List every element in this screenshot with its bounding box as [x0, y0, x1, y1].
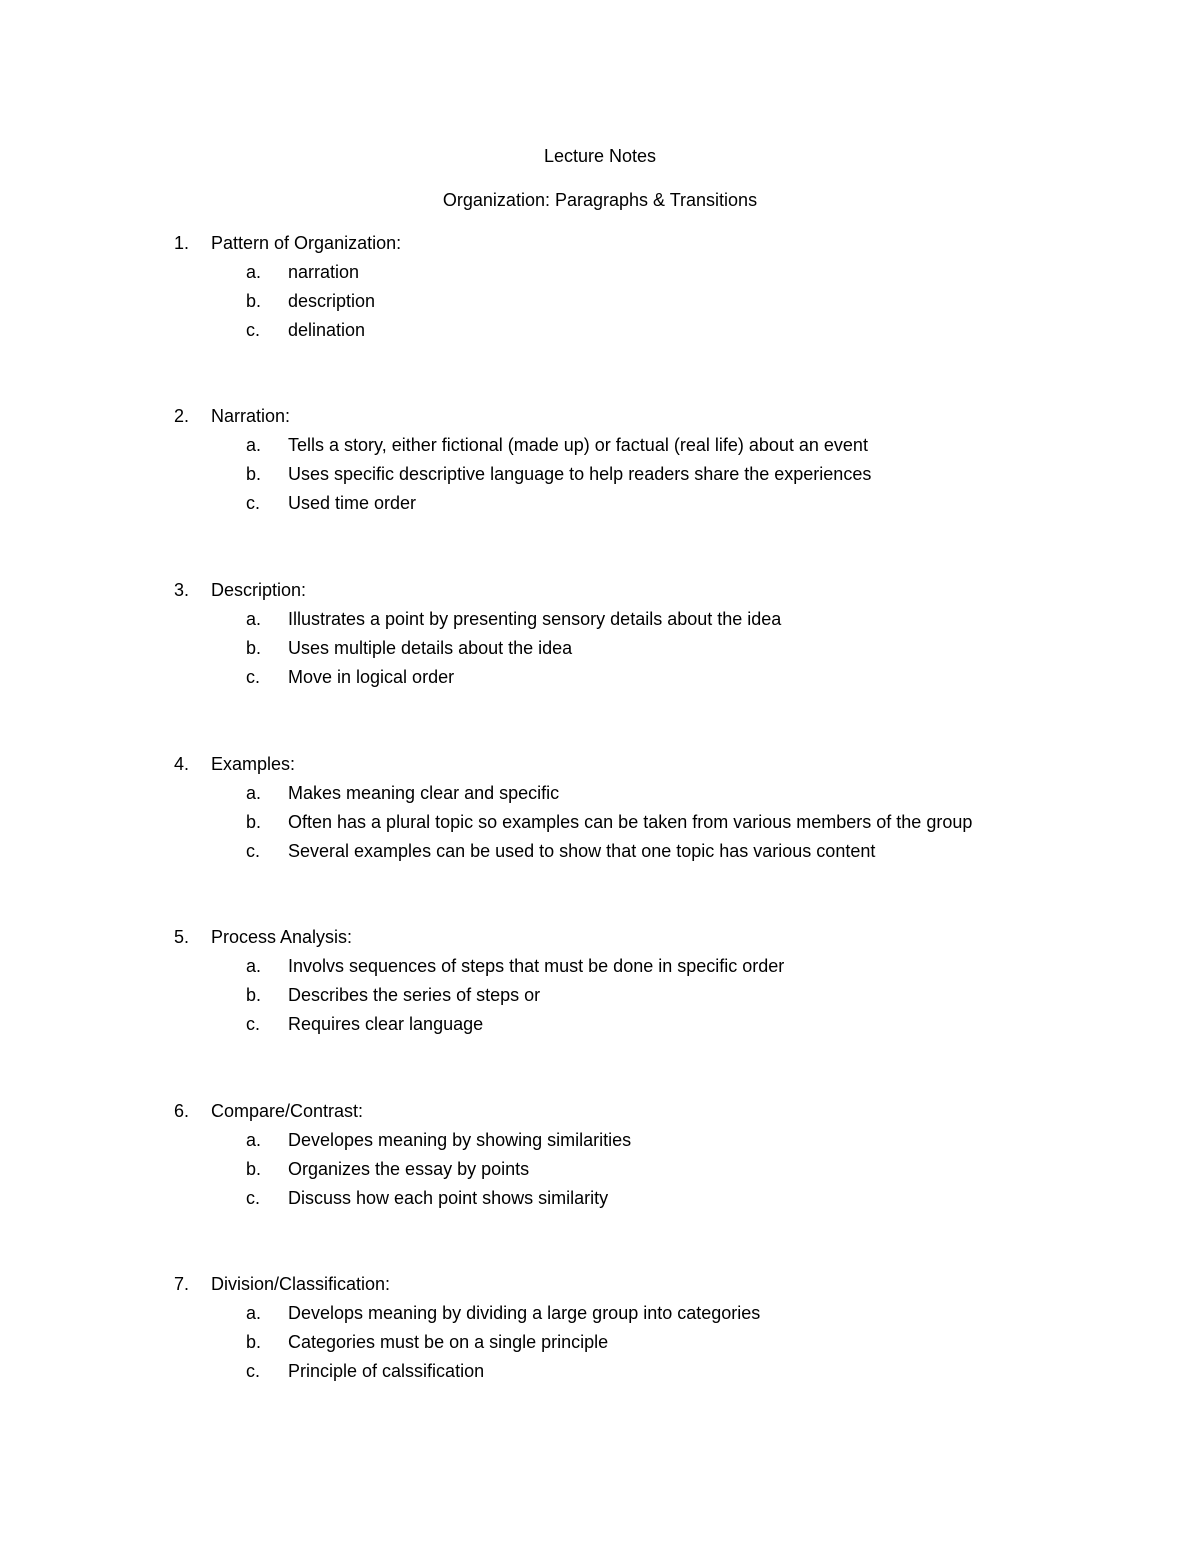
item-letter: b. [246, 638, 262, 658]
item-text: Illustrates a point by presenting sensory details about the idea [288, 609, 782, 629]
item-text: Categories must be on a single principle [288, 1332, 609, 1352]
item-text: Often has a plural topic so examples can be taken from various members of the group [288, 812, 973, 832]
item-text: Involvs sequences of steps that must be done in specific order [288, 956, 785, 976]
item-letter: b. [246, 1332, 262, 1352]
document-title: Lecture Notes [543, 146, 657, 166]
list-item [174, 1360, 1134, 1382]
list-item [174, 1158, 1134, 1180]
sub-list [174, 955, 1134, 1035]
item-text: Uses specific descriptive language to help readers share the experiences [288, 464, 872, 484]
section-heading [174, 405, 1134, 427]
item-text: Several examples can be used to show that one topic has various content [288, 841, 876, 861]
section-heading [174, 1100, 1134, 1122]
item-text: Uses multiple details about the idea [288, 638, 573, 658]
list-item [174, 637, 1134, 659]
item-letter: b. [246, 812, 262, 832]
sub-list [174, 608, 1134, 688]
section-heading-text: Division/Classification: [211, 1274, 391, 1294]
section-heading [174, 232, 1134, 254]
list-item [174, 840, 1134, 862]
section-number: 6. [174, 1101, 190, 1121]
sub-list [174, 782, 1134, 862]
item-text: Develops meaning by dividing a large group into categories [288, 1303, 761, 1323]
list-item [174, 1013, 1134, 1035]
section-process-analysis [174, 926, 1134, 1042]
list-item [174, 955, 1134, 977]
item-text: narration [288, 262, 360, 282]
item-letter: b. [246, 291, 262, 311]
list-item [174, 811, 1134, 833]
section-examples [174, 753, 1134, 869]
section-heading [174, 926, 1134, 948]
list-item [174, 261, 1134, 283]
item-letter: a. [246, 1130, 262, 1150]
list-item [174, 319, 1134, 341]
section-number: 2. [174, 406, 190, 426]
list-item [174, 782, 1134, 804]
item-letter: a. [246, 435, 262, 455]
item-text: Discuss how each point shows similarity [288, 1188, 609, 1208]
item-letter: a. [246, 609, 262, 629]
item-text: Describes the series of steps or [288, 985, 541, 1005]
list-item [174, 984, 1134, 1006]
section-number: 4. [174, 754, 190, 774]
section-heading [174, 1273, 1134, 1295]
section-compare-contrast [174, 1100, 1134, 1216]
section-number: 5. [174, 927, 190, 947]
section-pattern-of-organization [174, 232, 1134, 348]
item-letter: a. [246, 1303, 262, 1323]
item-letter: c. [246, 320, 261, 340]
item-text: Makes meaning clear and specific [288, 783, 560, 803]
list-item [174, 1187, 1134, 1209]
section-heading-text: Compare/Contrast: [211, 1101, 364, 1121]
section-heading-text: Narration: [211, 406, 291, 426]
list-item [174, 492, 1134, 514]
section-number: 7. [174, 1274, 190, 1294]
list-item [174, 666, 1134, 688]
item-text: Developes meaning by showing similarities [288, 1130, 632, 1150]
section-heading-text: Pattern of Organization: [211, 233, 402, 253]
item-letter: c. [246, 493, 261, 513]
list-item [174, 1129, 1134, 1151]
item-letter: a. [246, 262, 262, 282]
section-heading-text: Description: [211, 580, 307, 600]
sub-list [174, 261, 1134, 341]
item-text: Requires clear language [288, 1014, 484, 1034]
item-text: Move in logical order [288, 667, 455, 687]
section-number: 3. [174, 580, 190, 600]
section-heading [174, 579, 1134, 601]
list-item [174, 434, 1134, 456]
list-item [174, 608, 1134, 630]
item-letter: b. [246, 1159, 262, 1179]
item-text: Principle of calssification [288, 1361, 485, 1381]
section-description [174, 579, 1134, 695]
item-letter: b. [246, 985, 262, 1005]
item-letter: c. [246, 841, 261, 861]
item-text: delination [288, 320, 366, 340]
list-item [174, 290, 1134, 312]
sub-list [174, 1302, 1134, 1382]
item-letter: c. [246, 667, 261, 687]
section-heading-text: Process Analysis: [211, 927, 353, 947]
item-letter: b. [246, 464, 262, 484]
item-letter: a. [246, 783, 262, 803]
item-text: Organizes the essay by points [288, 1159, 530, 1179]
item-text: Used time order [288, 493, 417, 513]
document-subtitle: Organization: Paragraphs & Transitions [442, 190, 758, 210]
item-letter: c. [246, 1014, 261, 1034]
list-item [174, 1302, 1134, 1324]
item-letter: c. [246, 1361, 261, 1381]
item-letter: a. [246, 956, 262, 976]
sub-list [174, 1129, 1134, 1209]
section-narration [174, 405, 1134, 521]
section-heading-text: Examples: [211, 754, 296, 774]
section-heading [174, 753, 1134, 775]
list-item [174, 463, 1134, 485]
section-division-classification [174, 1273, 1134, 1389]
item-text: description [288, 291, 376, 311]
sub-list [174, 434, 1134, 514]
item-letter: c. [246, 1188, 261, 1208]
section-number: 1. [174, 233, 190, 253]
list-item [174, 1331, 1134, 1353]
item-text: Tells a story, either fictional (made up) or factual (real life) about an event [288, 435, 868, 455]
